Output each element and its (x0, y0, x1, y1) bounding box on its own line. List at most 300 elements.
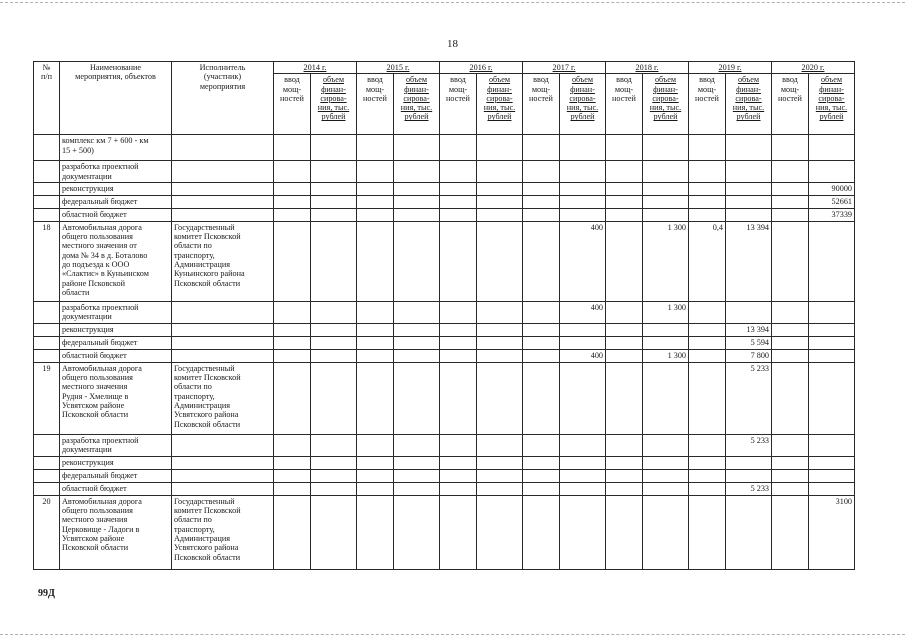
cell-financing (311, 208, 357, 221)
cell-financing (311, 182, 357, 195)
cell-financing: 52661 (809, 195, 855, 208)
cell-capacity (357, 495, 394, 569)
cell-capacity (523, 195, 560, 208)
cell-financing (643, 208, 689, 221)
cell-capacity (772, 362, 809, 434)
row-number (34, 195, 60, 208)
cell-capacity (689, 182, 726, 195)
cell-financing (560, 434, 606, 456)
cell-capacity (274, 362, 311, 434)
table-row (34, 208, 855, 221)
cell-financing (643, 482, 689, 495)
cell-capacity (689, 161, 726, 183)
cell-financing (643, 434, 689, 456)
header-year: 2019 г. (689, 62, 772, 74)
cell-capacity (689, 469, 726, 482)
row-number (34, 135, 60, 161)
row-number (34, 301, 60, 323)
cell-capacity (772, 161, 809, 183)
cell-financing (726, 469, 772, 482)
row-name: реконструкция (60, 323, 172, 336)
row-executor (172, 182, 274, 195)
cell-financing (809, 482, 855, 495)
cell-financing (311, 495, 357, 569)
row-name: реконструкция (60, 182, 172, 195)
cell-capacity (606, 182, 643, 195)
header-year: 2015 г. (357, 62, 440, 74)
row-name: федеральный бюджет (60, 336, 172, 349)
cell-capacity (772, 456, 809, 469)
cell-capacity (274, 434, 311, 456)
header-financing: объем финан- сирова- ния, тыс. рублей (809, 74, 855, 135)
cell-capacity (357, 323, 394, 336)
page-number: 18 (447, 38, 458, 50)
row-name: областной бюджет (60, 208, 172, 221)
cell-capacity (274, 208, 311, 221)
header-capacity: ввод мощ- ностей (772, 74, 809, 135)
cell-financing: 400 (560, 221, 606, 301)
cell-financing (477, 482, 523, 495)
cell-financing (809, 301, 855, 323)
cell-financing (809, 221, 855, 301)
cell-capacity (606, 469, 643, 482)
cell-financing (311, 301, 357, 323)
row-executor: Государственный комитет Псковской области по транспорту, Администрация Куньинского района Псковской области (172, 221, 274, 301)
cell-financing (560, 362, 606, 434)
row-executor (172, 469, 274, 482)
cell-capacity (689, 323, 726, 336)
cell-financing (560, 195, 606, 208)
cell-financing (311, 482, 357, 495)
cell-capacity (689, 195, 726, 208)
cell-capacity (440, 195, 477, 208)
cell-capacity (606, 495, 643, 569)
row-executor (172, 135, 274, 161)
cell-capacity (274, 221, 311, 301)
cell-financing (809, 135, 855, 161)
cell-financing (311, 336, 357, 349)
table-row (34, 469, 855, 482)
row-name: областной бюджет (60, 349, 172, 362)
row-number (34, 208, 60, 221)
cell-financing (809, 349, 855, 362)
cell-capacity (274, 182, 311, 195)
cell-financing (643, 161, 689, 183)
cell-financing (311, 221, 357, 301)
cell-capacity (772, 469, 809, 482)
cell-financing (726, 161, 772, 183)
cell-financing (726, 208, 772, 221)
table-row (34, 495, 855, 569)
table-row (34, 434, 855, 456)
table-row (34, 336, 855, 349)
cell-capacity (689, 456, 726, 469)
cell-capacity (440, 336, 477, 349)
cell-capacity (772, 482, 809, 495)
cell-capacity (274, 301, 311, 323)
cell-financing (560, 135, 606, 161)
cell-financing (560, 323, 606, 336)
cell-capacity (606, 208, 643, 221)
cell-capacity (440, 161, 477, 183)
cell-financing: 3100 (809, 495, 855, 569)
row-number (34, 349, 60, 362)
cell-capacity (523, 182, 560, 195)
scan-top-edge (0, 2, 905, 3)
cell-capacity (274, 495, 311, 569)
cell-financing (809, 362, 855, 434)
cell-financing (560, 161, 606, 183)
cell-capacity (523, 495, 560, 569)
cell-capacity (357, 362, 394, 434)
table-row (34, 482, 855, 495)
table-row (34, 195, 855, 208)
cell-financing (477, 182, 523, 195)
cell-capacity (523, 323, 560, 336)
cell-capacity (357, 182, 394, 195)
cell-capacity (772, 336, 809, 349)
cell-financing (394, 161, 440, 183)
cell-financing (394, 482, 440, 495)
header-executor: Исполнитель (участник) мероприятия (172, 62, 274, 135)
row-executor (172, 456, 274, 469)
cell-capacity (523, 456, 560, 469)
header-capacity: ввод мощ- ностей (689, 74, 726, 135)
scan-bottom-edge (0, 634, 905, 635)
cell-capacity (606, 434, 643, 456)
cell-capacity (606, 221, 643, 301)
cell-capacity (274, 323, 311, 336)
cell-capacity (523, 161, 560, 183)
table-row (34, 362, 855, 434)
cell-capacity (523, 336, 560, 349)
cell-financing (643, 323, 689, 336)
row-name: разработка проектной документации (60, 434, 172, 456)
cell-capacity (606, 323, 643, 336)
cell-financing: 7 800 (726, 349, 772, 362)
document-code: 99Д (38, 588, 55, 599)
cell-financing (477, 495, 523, 569)
cell-capacity (440, 495, 477, 569)
cell-capacity (772, 195, 809, 208)
cell-financing (809, 336, 855, 349)
header-financing: объем финан- сирова- ния, тыс. рублей (477, 74, 523, 135)
cell-financing (311, 161, 357, 183)
table-row (34, 301, 855, 323)
cell-capacity (606, 301, 643, 323)
cell-capacity (772, 135, 809, 161)
cell-capacity (274, 482, 311, 495)
cell-capacity (689, 208, 726, 221)
header-year: 2018 г. (606, 62, 689, 74)
row-executor (172, 434, 274, 456)
row-number (34, 182, 60, 195)
cell-capacity (440, 349, 477, 362)
cell-capacity (772, 182, 809, 195)
cell-capacity (689, 434, 726, 456)
cell-capacity: 0,4 (689, 221, 726, 301)
row-executor (172, 208, 274, 221)
table-row (34, 135, 855, 161)
cell-capacity (689, 482, 726, 495)
cell-financing (311, 195, 357, 208)
cell-financing (726, 495, 772, 569)
row-name: разработка проектной документации (60, 161, 172, 183)
cell-financing: 5 233 (726, 434, 772, 456)
header-capacity: ввод мощ- ностей (523, 74, 560, 135)
cell-financing: 5 233 (726, 362, 772, 434)
cell-capacity (440, 469, 477, 482)
cell-financing (560, 495, 606, 569)
cell-capacity (440, 221, 477, 301)
cell-capacity (357, 301, 394, 323)
cell-financing (726, 135, 772, 161)
cell-capacity (357, 221, 394, 301)
cell-financing (394, 195, 440, 208)
cell-capacity (357, 161, 394, 183)
row-number: 18 (34, 221, 60, 301)
cell-capacity (772, 301, 809, 323)
row-executor (172, 336, 274, 349)
row-name: федеральный бюджет (60, 195, 172, 208)
cell-financing (477, 362, 523, 434)
cell-financing (560, 336, 606, 349)
cell-capacity (772, 495, 809, 569)
row-name: разработка проектной документации (60, 301, 172, 323)
cell-capacity (274, 456, 311, 469)
cell-capacity (357, 434, 394, 456)
header-capacity: ввод мощ- ностей (606, 74, 643, 135)
cell-capacity (357, 336, 394, 349)
cell-financing (477, 221, 523, 301)
table-row (34, 456, 855, 469)
cell-financing (726, 182, 772, 195)
row-number (34, 469, 60, 482)
cell-capacity (689, 349, 726, 362)
cell-capacity (606, 195, 643, 208)
cell-capacity (772, 349, 809, 362)
cell-financing (311, 349, 357, 362)
header-capacity: ввод мощ- ностей (274, 74, 311, 135)
cell-capacity (357, 456, 394, 469)
cell-capacity (274, 195, 311, 208)
cell-capacity (357, 135, 394, 161)
cell-financing (643, 336, 689, 349)
cell-capacity (523, 301, 560, 323)
cell-financing (394, 301, 440, 323)
cell-financing (394, 135, 440, 161)
header-capacity: ввод мощ- ностей (440, 74, 477, 135)
cell-financing (643, 195, 689, 208)
cell-capacity (440, 208, 477, 221)
table-row (34, 182, 855, 195)
cell-capacity (440, 434, 477, 456)
cell-capacity (274, 135, 311, 161)
cell-financing: 13 394 (726, 323, 772, 336)
cell-financing (311, 323, 357, 336)
cell-financing: 1 300 (643, 349, 689, 362)
cell-financing (560, 469, 606, 482)
cell-capacity (523, 208, 560, 221)
cell-financing (394, 323, 440, 336)
row-executor (172, 161, 274, 183)
cell-capacity (523, 349, 560, 362)
cell-financing (477, 301, 523, 323)
header-row (34, 62, 855, 74)
cell-financing (726, 456, 772, 469)
row-name: комплекс км 7 + 600 - км 15 + 500) (60, 135, 172, 161)
cell-capacity (440, 323, 477, 336)
cell-financing (477, 349, 523, 362)
cell-financing (311, 456, 357, 469)
cell-capacity (606, 349, 643, 362)
cell-capacity (523, 221, 560, 301)
cell-financing (643, 456, 689, 469)
row-number (34, 161, 60, 183)
cell-financing (477, 323, 523, 336)
cell-financing (560, 482, 606, 495)
header-financing: объем финан- сирова- ния, тыс. рублей (311, 74, 357, 135)
cell-capacity (440, 362, 477, 434)
cell-financing (477, 208, 523, 221)
cell-capacity (357, 349, 394, 362)
cell-capacity (523, 362, 560, 434)
row-number: 19 (34, 362, 60, 434)
cell-financing (560, 208, 606, 221)
cell-capacity (689, 336, 726, 349)
cell-financing (560, 456, 606, 469)
cell-capacity (523, 135, 560, 161)
cell-capacity (689, 362, 726, 434)
cell-capacity (440, 301, 477, 323)
row-name: областной бюджет (60, 482, 172, 495)
cell-financing (394, 349, 440, 362)
row-executor (172, 349, 274, 362)
cell-financing: 5 233 (726, 482, 772, 495)
cell-financing (394, 456, 440, 469)
cell-financing (394, 434, 440, 456)
cell-financing: 1 300 (643, 221, 689, 301)
header-year: 2014 г. (274, 62, 357, 74)
row-number (34, 323, 60, 336)
cell-capacity (357, 195, 394, 208)
row-name: федеральный бюджет (60, 469, 172, 482)
cell-capacity (523, 434, 560, 456)
row-number (34, 434, 60, 456)
cell-financing (477, 161, 523, 183)
header-capacity: ввод мощ- ностей (357, 74, 394, 135)
cell-financing (311, 362, 357, 434)
cell-capacity (772, 208, 809, 221)
cell-financing (643, 469, 689, 482)
cell-financing (477, 434, 523, 456)
cell-financing: 1 300 (643, 301, 689, 323)
cell-capacity (274, 469, 311, 482)
cell-financing (394, 495, 440, 569)
table-row (34, 349, 855, 362)
row-executor (172, 482, 274, 495)
row-executor (172, 323, 274, 336)
cell-capacity (689, 301, 726, 323)
header-financing: объем финан- сирова- ния, тыс. рублей (394, 74, 440, 135)
cell-financing (560, 182, 606, 195)
cell-capacity (772, 323, 809, 336)
row-name: Автомобильная дорога общего пользования местного значения Церковище - Ладоги в Усвятском районе Псковской области (60, 495, 172, 569)
cell-financing (643, 495, 689, 569)
budget-table (33, 61, 855, 570)
cell-capacity (274, 349, 311, 362)
cell-capacity (357, 482, 394, 495)
cell-financing (809, 161, 855, 183)
cell-financing: 5 594 (726, 336, 772, 349)
cell-financing (477, 135, 523, 161)
cell-financing: 400 (560, 349, 606, 362)
row-executor (172, 301, 274, 323)
table-row (34, 221, 855, 301)
cell-financing: 90000 (809, 182, 855, 195)
cell-financing: 400 (560, 301, 606, 323)
cell-capacity (772, 434, 809, 456)
cell-capacity (606, 135, 643, 161)
cell-financing (726, 195, 772, 208)
row-name: реконструкция (60, 456, 172, 469)
header-num: № п/п (34, 62, 60, 135)
cell-financing (643, 362, 689, 434)
row-number (34, 456, 60, 469)
cell-capacity (440, 456, 477, 469)
cell-financing: 37339 (809, 208, 855, 221)
cell-capacity (523, 469, 560, 482)
row-executor (172, 195, 274, 208)
cell-financing (311, 469, 357, 482)
row-number (34, 336, 60, 349)
header-year: 2016 г. (440, 62, 523, 74)
cell-financing (394, 182, 440, 195)
header-name: Наименование мероприятия, объектов (60, 62, 172, 135)
cell-financing (477, 336, 523, 349)
row-number: 20 (34, 495, 60, 569)
cell-capacity (689, 495, 726, 569)
cell-capacity (357, 469, 394, 482)
cell-capacity (606, 336, 643, 349)
cell-capacity (606, 362, 643, 434)
cell-financing (809, 469, 855, 482)
cell-capacity (689, 135, 726, 161)
cell-capacity (606, 456, 643, 469)
header-year: 2017 г. (523, 62, 606, 74)
table-row (34, 323, 855, 336)
cell-financing (809, 456, 855, 469)
table-row (34, 161, 855, 183)
row-name: Автомобильная дорога общего пользования местного значения Рудня - Хмелище в Усвятском районе Псковской области (60, 362, 172, 434)
cell-financing (726, 301, 772, 323)
cell-capacity (440, 182, 477, 195)
row-number (34, 482, 60, 495)
cell-financing (394, 208, 440, 221)
cell-capacity (274, 161, 311, 183)
header-financing: объем финан- сирова- ния, тыс. рублей (643, 74, 689, 135)
cell-capacity (440, 135, 477, 161)
row-name: Автомобильная дорога общего пользования местного значения от дома № 34 в д. Боталово до подъезда к ООО «Слактис» в Куньинском районе Псковской области (60, 221, 172, 301)
cell-financing (477, 469, 523, 482)
cell-financing (643, 135, 689, 161)
cell-capacity (357, 208, 394, 221)
cell-capacity (523, 482, 560, 495)
cell-financing (809, 434, 855, 456)
cell-financing (394, 221, 440, 301)
header-financing: объем финан- сирова- ния, тыс. рублей (560, 74, 606, 135)
cell-financing (311, 434, 357, 456)
